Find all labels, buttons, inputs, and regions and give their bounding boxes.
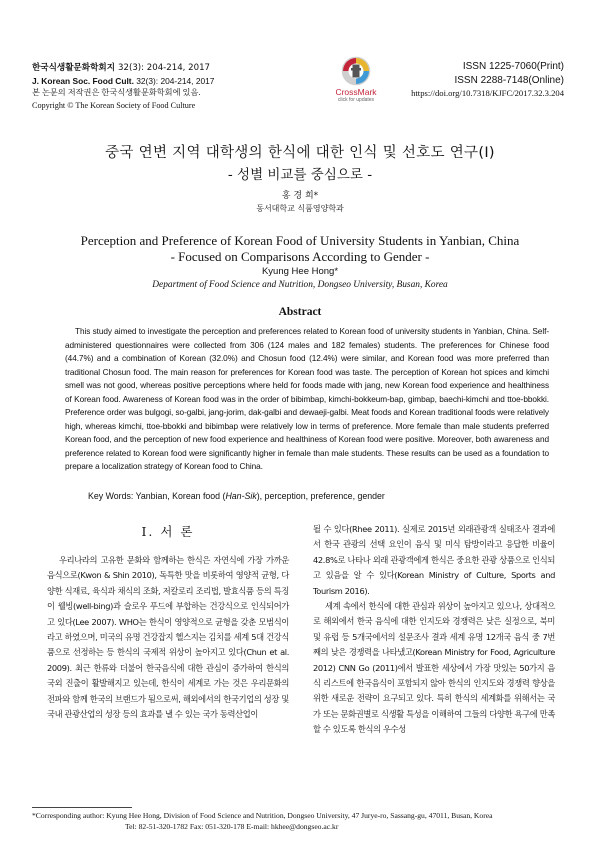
issn-online: ISSN 2288-7148(Online) — [454, 74, 564, 86]
issn-print: ISSN 1225-7060(Print) — [462, 61, 564, 72]
section-title-introduction: I. 서 론 — [141, 524, 195, 539]
body-column-right — [313, 522, 555, 738]
crossmark-sub: click for updates — [337, 97, 375, 103]
keywords: Key Words: Yanbian, Korean food (Han-Sik), perception, preference, gender — [88, 491, 385, 501]
title-english-line1: Perception and Preference of Korean Food of University Students in Yanbian, China — [80, 233, 520, 248]
journal-name-ko: 한국식생활문화학회지 32(3): 204-214, 2017 — [32, 63, 211, 73]
copyright-en: Copyright © The Korean Society of Food Culture — [32, 100, 196, 110]
footnote-divider — [32, 807, 132, 808]
crossmark-icon — [341, 56, 371, 86]
corresponding-author-footnote — [32, 811, 572, 832]
paragraph: 우리나라의 고유한 문화와 함께하는 한식은 자연식에 가장 가까운 음식으로(Kwon & Shin 2010), 독특한 맛을 비롯하여 영양적 균형, 다양한 식재료, 육식과 채식의 조화, 저칼로리 조리법, 발효식품 등의 특징이 웰빙(well-bing)과 슬로우 푸드에 부합하는 건강식으로 인식되어가고 있다(Lee 2007). WHO는 한식이 영양적으로 균형을 갖춘 모범식이라고 하였으며, 미국의 유명 건강잡지 헬스지는 김치를 세계 5대 건강식품으로 선정하는 등 한식의 국제적 위상이 높아지고 있다(Chun et al. 2009). 최근 한류와 더불어 한국음식에 대한 관심이 증가하여 한식의 국외 진출이 활발해지고 있는데, 한식이 세계로 가는 것은 우리문화의 전파와 함께 한국의 브랜드가 됨으로써, 해외에서의 한국기업의 성장 및 국내 관광산업의 성장 등의 효과를 낼 수 있는 국가 동력산업이 — [47, 555, 289, 720]
abstract-text: This study aimed to investigate the perception and preferences related to Korean food of university students in Yanbian, China. Self-administered questionnaires were collected from 306 (124 males and 182 females) students. The preferences for Chinese food (44.7%) and a combination of Korean (32.0%) and Chosun food (12.4%) were similar, and Korean food was more preferred than traditional Chosun food. The main reason for preferences for Korean food was taste. The perception of Korean hot spices and kimchi smell was not good, whereas positive perceptions where held for foods made with jang, new Korean food experience and healthiness of Korean food. Awareness of Korean food was in the order of bibimbap, kimchi-bokkeum-bap, gimbap, baechi-kimchi and ttoe-bbokki. Preference order was bulgogi, so-galbi, jang-jorim, dak-galbi and dewaeji-galbi. Meat foods and Korean traditional foods were relatively high, whereas kimchi, ttoe-bbokki and bibimbap were relatively low in terms of preference. More female than male students preferred Korean food, and the perception of new food experience and healthiness of Korean food were positive. Moreover, both awareness and preference related to Korean food were significantly higher in female than male students. These results can be used as a foundation to prepare a localization strategy of Korean food to China. — [65, 327, 549, 472]
journal-header — [32, 62, 292, 112]
subtitle-korean: - 성별 비교를 중심으로 - — [227, 167, 373, 183]
footnote-line1: *Corresponding author: Kyung Hee Hong, Division of Food Science and Nutrition, Dongseo University, 47 Jurye-ro, Sassang-gu, 47011, Busan, Korea — [32, 811, 493, 820]
issn-block — [411, 60, 564, 101]
paragraph: 될 수 있다(Rhee 2011). 실제로 2015년 외래관광객 실태조사 결과에서 한국 관광의 선택 요인이 음식 및 미식 탐방이라고 응답한 비율이 42.8%로 나타나 외래 관광객에게 한식은 중요한 관광 상품으로 인식되고 있음을 알 수 있다(Korean Ministry of Culture, Sports and Tourism 2016). — [313, 524, 555, 596]
paragraph: 세계 속에서 한식에 대한 관심과 위상이 높아지고 있으나, 상대적으로 해외에서 한국 음식에 대한 인지도와 경쟁력은 낮은 실정으로, 북미 및 유럽 등 5개국에서의 설문조사 결과 세계 유명 12개국 음식 중 7번째의 낮은 경쟁력을 나타냈고(Korean Ministry for Food, Agriculture 2012) CNN Go (2011)에서 발표한 세상에서 가장 맛있는 50가지 음식 리스트에 한국음식이 포함되지 않아 한식의 인지도와 경쟁력 향상을 위한 새로운 전략이 요구되고 있다. 특히 한식의 세계화를 위해서는 국가 또는 문화권별로 식생활 특성을 이해하여 그들의 다양한 욕구에 만족할 수 있도록 한식의 우수성 — [313, 601, 555, 735]
title-english — [0, 233, 600, 264]
crossmark-label: CrossMark — [335, 87, 377, 97]
keywords-label: Key Words: — [88, 491, 134, 501]
affiliation-english: Department of Food Science and Nutrition, Dongseo University, Busan, Korea — [152, 280, 448, 290]
title-english-line2: - Focused on Comparisons According to Gender - — [170, 248, 430, 264]
abstract-heading: Abstract — [278, 306, 322, 318]
journal-name-en: J. Korean Soc. Food Cult. 32(3): 204-214, 2017 — [32, 75, 215, 86]
footnote-line2: Tel: 82-51-320-1782 Fax: 051-320-178 E-mail: hkhee@dongseo.ac.kr — [125, 821, 339, 831]
affiliation-korean: 동서대학교 식품영양학과 — [256, 204, 344, 213]
body-column-left — [47, 523, 289, 722]
title-korean: 중국 연변 지역 대학생의 한식에 대한 인식 및 선호도 연구(I) — [105, 145, 495, 161]
doi-link[interactable]: https://doi.org/10.7318/KJFC/2017.32.3.204 — [411, 88, 564, 98]
author-korean: 홍 경 희* — [281, 191, 319, 201]
crossmark-badge[interactable] — [326, 56, 386, 103]
copyright-ko: 본 논문의 저작권은 한국식생활문화학회에 있음. — [32, 88, 201, 97]
author-english: Kyung Hee Hong* — [261, 266, 339, 277]
